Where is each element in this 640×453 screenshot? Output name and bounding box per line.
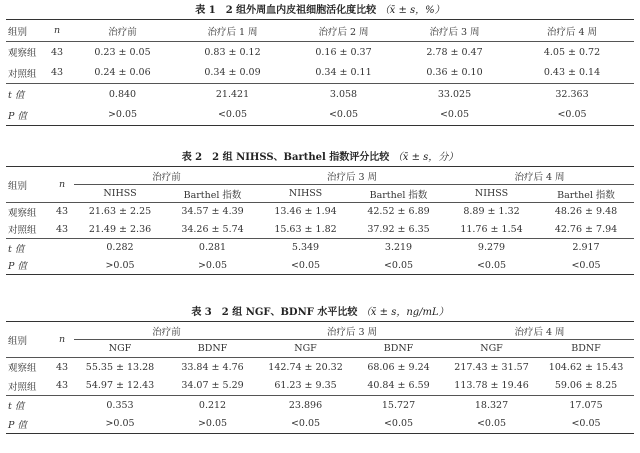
table-cell: 0.16 ± 0.37: [315, 46, 372, 58]
row-n: [46, 105, 68, 126]
table-cell: 55.35 ± 13.28: [85, 361, 155, 373]
row-label: P 值: [8, 261, 27, 273]
table-cell: 21.49 ± 2.36: [88, 223, 152, 235]
table-3-header-row: [6, 322, 634, 340]
table-cell: 68.06 ± 9.24: [367, 361, 430, 373]
table-row: [6, 239, 634, 257]
table-1-header-period: 治疗前: [108, 26, 137, 38]
table-3-header-n: n: [50, 322, 74, 358]
table-cell: 2.78 ± 0.47: [426, 46, 483, 58]
table-cell: 34.07 ± 5.29: [181, 380, 244, 392]
table-3-subheader: BDNF: [383, 343, 414, 354]
table-cell: 2.917: [572, 242, 600, 254]
table-cell: <0.05: [383, 418, 414, 430]
table-cell: 142.74 ± 20.32: [268, 361, 343, 373]
table-cell: <0.05: [328, 109, 359, 121]
table-2-header-group: 组别: [6, 167, 50, 203]
row-n: 43: [55, 223, 69, 235]
table-2-header-period: 治疗后 4 周: [445, 167, 634, 185]
table-cell: 217.43 ± 31.57: [454, 361, 529, 373]
table-cell: 104.62 ± 15.43: [548, 361, 624, 373]
table-row: [6, 377, 634, 396]
table-cell: 18.327: [474, 399, 509, 411]
table-3-subheader: BDNF: [571, 343, 601, 354]
table-cell: 42.76 ± 7.94: [554, 223, 618, 235]
table-row: [6, 63, 634, 84]
table-3-grid: [6, 321, 634, 434]
table-2-subheader: Barthel 指数: [183, 189, 242, 201]
row-label: t 值: [8, 243, 25, 255]
table-cell: 0.212: [198, 399, 227, 411]
table-3: [6, 305, 634, 434]
table-row: [6, 415, 634, 434]
table-cell: <0.05: [476, 418, 507, 430]
table-cell: 9.279: [477, 242, 506, 254]
table-cell: 0.353: [106, 399, 134, 411]
table-3-header-group: 组别: [6, 322, 50, 358]
table-cell: 0.43 ± 0.14: [543, 67, 601, 79]
row-label: P 值: [8, 110, 27, 122]
table-cell: <0.05: [383, 259, 414, 271]
table-2-title: 表 2 2 组 NIHSS、Barthel 指数评分比较: [181, 152, 390, 163]
table-cell: <0.05: [439, 109, 470, 121]
table-cell: <0.05: [571, 259, 601, 271]
table-row: [6, 221, 634, 239]
row-label: 对照组: [8, 68, 37, 80]
table-row: [6, 396, 634, 415]
table-3-header-period: 治疗前: [74, 322, 259, 340]
table-cell: 0.840: [108, 88, 137, 100]
table-row: [6, 42, 634, 63]
row-label: 观察组: [8, 363, 37, 375]
table-cell: 23.896: [288, 399, 323, 411]
table-cell: 13.46 ± 1.94: [274, 206, 337, 218]
table-row: [6, 257, 634, 275]
table-cell: <0.05: [571, 418, 601, 430]
table-row: [6, 105, 634, 126]
table-cell: 54.97 ± 12.43: [85, 380, 155, 392]
row-label: P 值: [8, 419, 27, 431]
row-label: 观察组: [8, 48, 37, 60]
table-3-title: 表 3 2 组 NGF、BDNF 水平比较: [191, 307, 358, 318]
table-2-subheader: NIHSS: [474, 188, 509, 199]
table-cell: 32.363: [555, 88, 589, 100]
table-3-unit: （x̄ ± s，ng/mL）: [360, 307, 449, 318]
table-cell: >0.05: [197, 418, 228, 430]
table-3-subheader-row: [6, 340, 634, 358]
table-3-subheader: BDNF: [197, 343, 228, 354]
table-cell: 15.63 ± 1.82: [274, 223, 337, 235]
table-row: [6, 84, 634, 105]
table-cell: 4.05 ± 0.72: [543, 46, 601, 58]
table-cell: 0.282: [106, 242, 134, 254]
table-1-header-period: 治疗后 4 周: [546, 26, 598, 38]
table-1-header-row: [6, 20, 634, 42]
table-3-subheader: NGF: [108, 343, 132, 354]
table-1-header-period: 治疗后 2 周: [318, 26, 369, 38]
table-cell: >0.05: [197, 259, 228, 271]
table-cell: 40.84 ± 6.59: [367, 380, 430, 392]
table-cell: 15.727: [381, 399, 416, 411]
table-1-header-n: n: [53, 25, 61, 36]
table-cell: 3.058: [329, 88, 358, 100]
table-cell: 0.34 ± 0.09: [204, 67, 261, 79]
row-n: 43: [55, 206, 69, 218]
table-cell: 48.26 ± 9.48: [554, 206, 618, 218]
table-2-header-row: [6, 167, 634, 185]
row-label: 观察组: [8, 207, 37, 219]
table-2-header-n: n: [50, 167, 74, 203]
table-cell: 34.57 ± 4.39: [181, 206, 244, 218]
table-2-unit: （x̄ ± s，分）: [392, 152, 459, 163]
table-cell: <0.05: [290, 418, 321, 430]
table-2-subheader-row: [6, 185, 634, 203]
table-1-title: 表 1 2 组外周血内皮祖细胞活化度比较: [195, 5, 377, 16]
row-n: 43: [50, 67, 64, 79]
row-n: [50, 257, 74, 275]
table-cell: 0.281: [198, 242, 227, 254]
table-row: [6, 358, 634, 377]
table-cell: 34.26 ± 5.74: [181, 223, 244, 235]
table-cell: <0.05: [217, 109, 248, 121]
table-cell: 5.349: [291, 242, 320, 254]
table-cell: 3.219: [384, 242, 413, 254]
table-3-subheader: NGF: [480, 343, 503, 354]
table-2-grid: [6, 166, 634, 275]
table-3-header-period: 治疗后 3 周: [259, 322, 445, 340]
table-1-unit: （x̄ ± s，%）: [379, 5, 445, 16]
row-label: 对照组: [8, 225, 37, 237]
row-n: [50, 396, 74, 415]
table-1-header-period: 治疗后 3 周: [429, 26, 480, 38]
table-cell: 61.23 ± 9.35: [274, 380, 337, 392]
table-2-header-period: 治疗前: [74, 167, 259, 185]
table-cell: 11.76 ± 1.54: [460, 223, 523, 235]
table-cell: 42.52 ± 6.89: [367, 206, 430, 218]
row-label: t 值: [8, 401, 25, 413]
table-cell: 0.36 ± 0.10: [426, 67, 483, 79]
table-cell: 8.89 ± 1.32: [463, 206, 520, 218]
row-label: 对照组: [8, 381, 37, 393]
row-n: [50, 239, 74, 257]
table-cell: 0.34 ± 0.11: [315, 67, 372, 79]
row-n: 43: [55, 380, 69, 392]
table-cell: 0.24 ± 0.06: [94, 67, 151, 79]
table-2-subheader: Barthel 指数: [557, 189, 615, 201]
row-label: t 值: [8, 90, 25, 102]
table-cell: 0.83 ± 0.12: [204, 46, 261, 58]
table-cell: 21.63 ± 2.25: [88, 206, 152, 218]
table-cell: >0.05: [105, 418, 135, 430]
table-cell: 113.78 ± 19.46: [454, 380, 529, 392]
table-2-subheader: NIHSS: [103, 188, 137, 199]
table-2-subheader: NIHSS: [288, 188, 323, 199]
table-1-caption: [6, 3, 634, 19]
table-cell: <0.05: [290, 259, 321, 271]
table-2: [6, 150, 634, 275]
table-1-header-period: 治疗后 1 周: [207, 26, 258, 38]
table-cell: 37.92 ± 6.35: [367, 223, 430, 235]
row-n: 43: [55, 361, 69, 373]
table-cell: 21.421: [215, 88, 250, 100]
table-2-caption: [6, 150, 634, 166]
table-1-header-group: 组别: [8, 26, 28, 38]
row-n: 43: [50, 46, 64, 58]
table-row: [6, 203, 634, 221]
table-cell: <0.05: [557, 109, 587, 121]
table-1: [6, 3, 634, 126]
table-cell: 0.23 ± 0.05: [94, 46, 151, 58]
table-cell: <0.05: [476, 259, 507, 271]
table-1-grid: [6, 19, 634, 126]
table-cell: 59.06 ± 8.25: [554, 380, 618, 392]
table-3-subheader: NGF: [294, 343, 317, 354]
table-cell: 33.025: [437, 88, 472, 100]
table-2-header-period: 治疗后 3 周: [259, 167, 445, 185]
table-cell: >0.05: [105, 259, 135, 271]
row-n: [50, 415, 74, 434]
table-cell: 17.075: [569, 399, 603, 411]
table-3-header-period: 治疗后 4 周: [445, 322, 634, 340]
table-3-caption: [6, 305, 634, 321]
table-cell: 33.84 ± 4.76: [181, 361, 244, 373]
table-2-subheader: Barthel 指数: [369, 189, 428, 201]
row-n: [46, 84, 68, 105]
table-cell: >0.05: [107, 109, 138, 121]
